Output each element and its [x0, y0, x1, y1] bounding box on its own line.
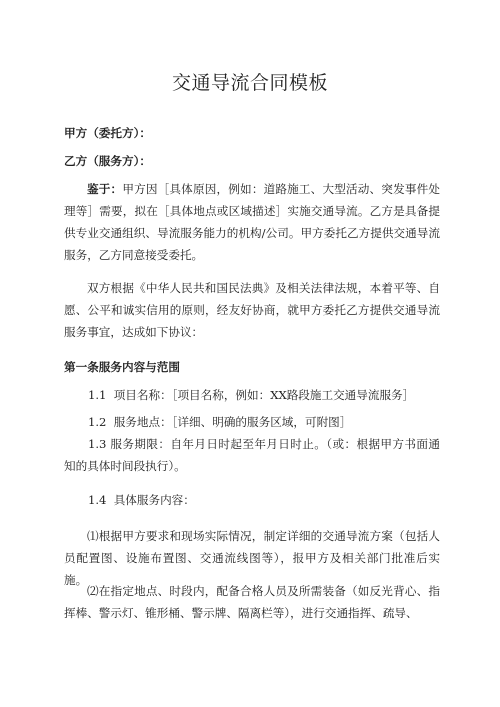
- item-text: 项目名称：［项目名称，例如：XX路段施工交通导流服务］: [113, 388, 415, 402]
- agreement-paragraph: 双方根据《中华人民共和国民法典》及相关法律法规，本着平等、自愿、公平和诚实信用的原则，经友好协商，就甲方委托乙方提供交通导流服务事宜，达成如下协议：: [64, 281, 440, 339]
- item-number: 1.2: [88, 415, 107, 429]
- item-1-3: [64, 433, 440, 477]
- whereas-text: 甲方因［具体原因，例如：道路施工、大型活动、突发事件处理等］需要，拟在［具体地点或区域描述］实施交通导流。乙方是具备提供专业交通组织、导流服务能力的机构/公司。甲方委托乙方提供交通导流服务，乙方同意接受委托。: [64, 182, 440, 262]
- item-number: 1.1: [88, 388, 107, 402]
- item-1-2: [88, 411, 440, 433]
- item-text: 服务地点：［详细、明确的服务区域，可附图］: [113, 415, 352, 429]
- item-number: 1.4: [88, 493, 107, 507]
- item-1-1: [88, 384, 440, 406]
- sub-item-1: ⑴根据甲方要求和现场实际情况，制定详细的交通导流方案（包括人员配置图、设施布置图、交通流线图等），报甲方及相关部门批准后实施。: [64, 529, 440, 587]
- item-text: 具体服务内容：: [113, 493, 195, 507]
- article-1-heading: 第一条服务内容与范围: [64, 360, 180, 374]
- party-a-line: 甲方（委托方）：: [64, 126, 151, 140]
- party-b-line: 乙方（服务方）：: [64, 154, 151, 168]
- whereas-label: 鉴于：: [87, 182, 123, 196]
- whereas-paragraph: [64, 178, 440, 266]
- item-number: 1.3: [88, 437, 107, 451]
- item-text: 服务期限：自年月日时起至年月日时止。（或：根据甲方书面通知的具体时间段执行）。: [64, 437, 440, 473]
- item-1-4: [88, 489, 440, 511]
- sub-item-2: ⑵在指定地点、时段内，配备合格人员及所需装备（如反光背心、指挥棒、警示灯、锥形桶、警示牌、隔离栏等），进行交通指挥、疏导、: [64, 584, 440, 620]
- document-title: 交通导流合同模板: [171, 72, 328, 94]
